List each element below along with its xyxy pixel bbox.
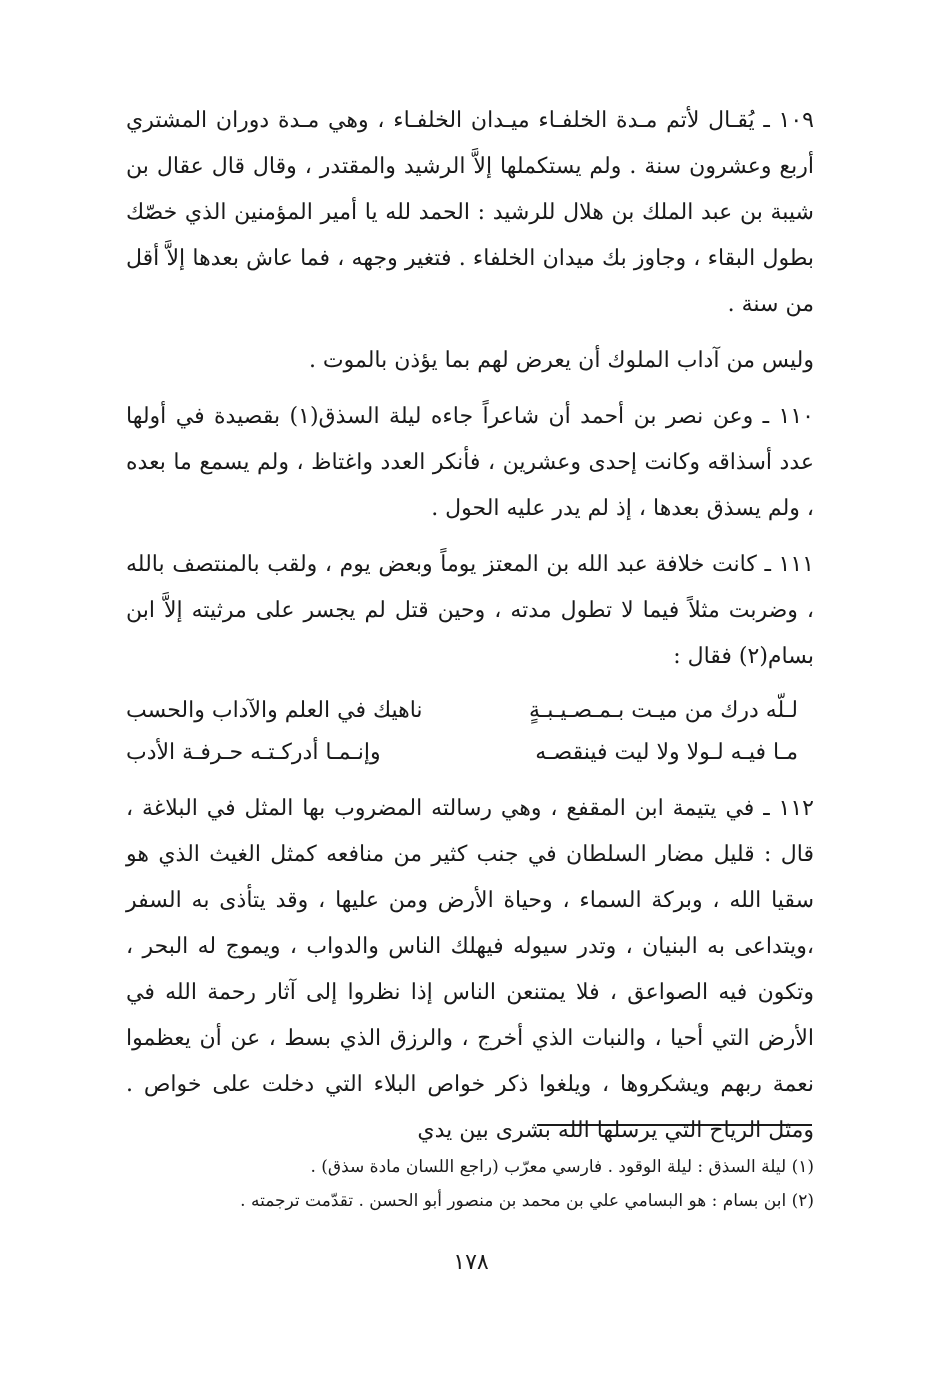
verse-second-hemistich: ناهيك في العلم والآداب والحسب <box>126 698 423 723</box>
footnote-2: (٢) ابن بسام : هو البسامي علي بن محمد بن منصور أبو الحسن . تقدّمت ترجمته . <box>240 1191 814 1211</box>
paragraph-111: ١١١ ـ كانت خلافة عبد الله بن المعتز يوماً وبعض يوم ، ولقب بالمنتصف بالله ، وضربت مثلاً فيما لا تطول مدته ، وحين قتل لم يجسر على مرثيته إلاَّ ابن بسام(٢) فقال : <box>126 552 814 669</box>
paragraph-109: ١٠٩ ـ يُقـال لأتم مـدة الخلفـاء ميـدان الخلفـاء ، وهي مـدة دوران المشتري أربع وعشرون سنة . ولم يستكملها إلاَّ الرشيد والمقتدر ، وقال قال عقال بن شيبة بن عبد الملك بن هلال للرشيد : الحمد لله يا أمير المؤمنين الذي خصّك بطول البقاء ، وجاوز بك ميدان الخلفاء . فتغير وجهه ، فما عاش بعدها إلاَّ أقل من سنة . <box>126 108 814 317</box>
footnote-1: (١) ليلة السذق : ليلة الوقود . فارسي معرّب (راجع اللسان مادة سذق) . <box>310 1157 814 1177</box>
verse-first-hemistich: لـلّه درك من ميـت بـمـصـيـبـةٍ <box>529 698 798 723</box>
poem-verse <box>126 690 814 732</box>
poem-verse <box>126 732 814 774</box>
footnotes <box>126 1150 814 1218</box>
footnote-separator <box>537 1124 812 1126</box>
poem <box>126 690 814 774</box>
paragraph-kings-etiquette: وليس من آداب الملوك أن يعرض لهم بما يؤذن بالموت . <box>308 348 814 373</box>
paragraph-110: ١١٠ ـ وعن نصر بن أحمد أن شاعراً جاءه ليلة السذق(١) بقصيدة في أولها عدد أسذاقه وكانت إحدى وعشرين ، فأنكر العدد واغتاظ ، ولم يسمع ما بعده ، ولم يسذق بعدها ، إذ لم يدر عليه الحول . <box>126 404 814 521</box>
verse-first-hemistich: مـا فيـه لـولا ولا ليت فينقصـه <box>535 740 798 765</box>
paragraph-112: ١١٢ ـ في يتيمة ابن المقفع ، وهي رسالته المضروب بها المثل في البلاغة ، قال : قليل مضار السلطان في جنب كثير من منافعه كمثل الغيث الذي هو سقيا الله ، وبركة السماء ، وحياة الأرض ومن عليها ، وقد يتأذى به السفر ،ويتداعى به البنيان ، وتدر سيوله فيهلك الناس والدواب ، ويموج له البحر ، وتكون فيه الصواعق ، فلا يمتنعن الناس إذا نظروا إلى آثار رحمة الله في الأرض التي أحيا ، والنبات الذي أخرج ، والرزق الذي بسط ، عن أن يعظموا نعمة ربهم ويشكروها ، ويلغوا ذكر خواص البلاء التي دخلت على خواص . ومثل الرياح التي يرسلها الله بشرى بين يدي <box>126 796 814 1143</box>
main-text <box>126 98 814 1164</box>
verse-second-hemistich: وإنـمـا أدركـتـه حـرفـة الأدب <box>126 740 381 765</box>
page-number: ١٧٨ <box>453 1250 489 1275</box>
